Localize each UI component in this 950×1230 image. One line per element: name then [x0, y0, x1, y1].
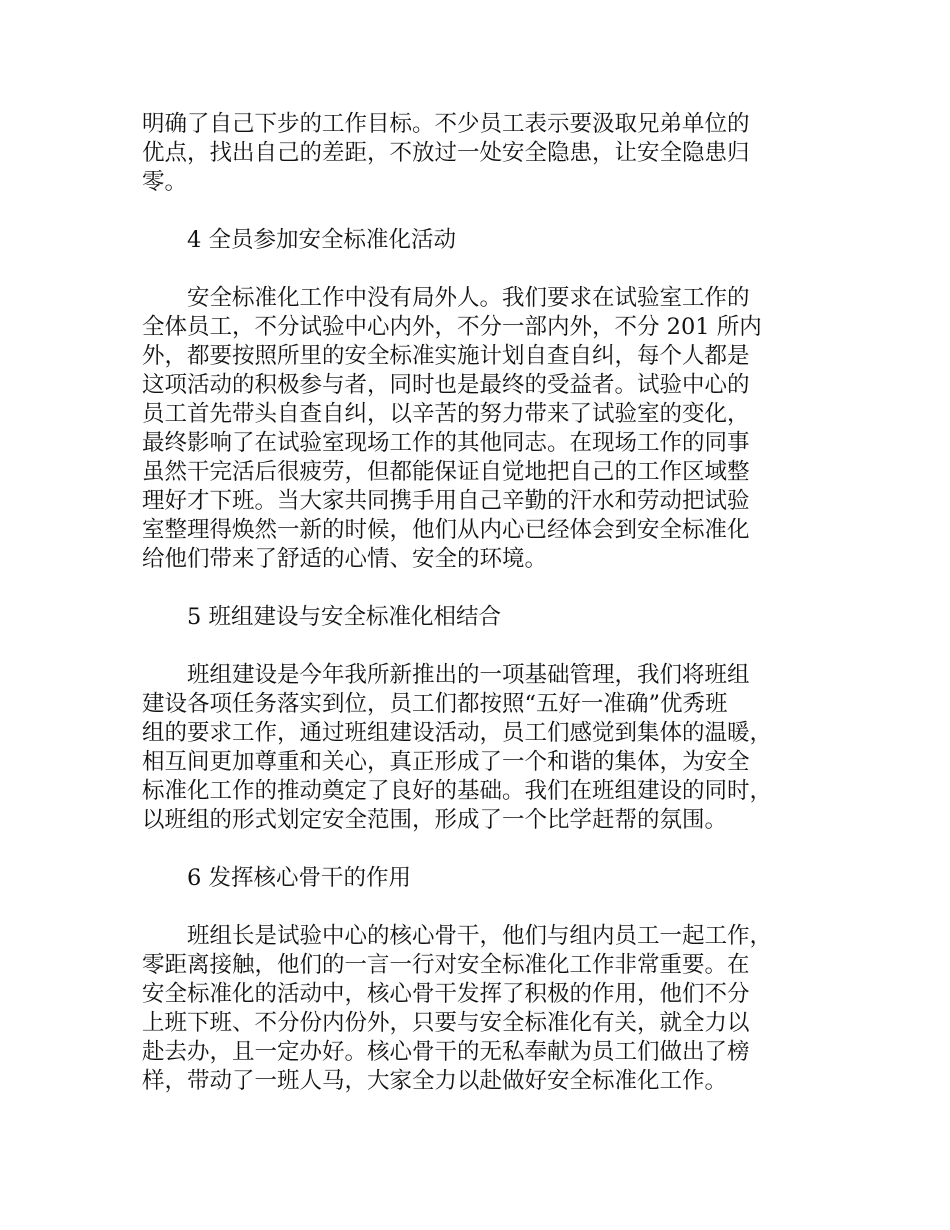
section-heading-6: 6 发挥核心骨干的作用: [187, 865, 411, 891]
document-page: [142, 110, 828, 1096]
section-body-5: 班组建设是今年我所新推出的一项基础管理，我们将班组 建设各项任务落实到位，员工们都按照“五好一准确”优秀班 组的要求工作，通过班组建设活动，员工们感觉到集体的温暖， 相互间更加尊重和关心，真正形成了一个和谐的集体，为安全 标准化工作的推动奠定了良好的基础。我们在班组建设的同时， 以班组的形式划定安全范围，形成了一个比学赶帮的氛围。: [142, 662, 773, 833]
section-heading-4: 4 全员参加安全标准化活动: [187, 227, 456, 253]
section-body-6: 班组长是试验中心的核心骨干，他们与组内员工一起工作， 零距离接触，他们的一言一行对安全标准化工作非常重要。在 安全标准化的活动中，核心骨干发挥了积极的作用，他们不分 上班下班、不分份内份外，只要与安全标准化有关，就全力以 赴去办，且一定办好。核心骨干的无私奉献为员工们做出了榜 样，带动了一班人马，大家全力以赴做好安全标准化工作。: [142, 923, 773, 1094]
section-heading-5: 5 班组建设与安全标准化相结合: [187, 604, 501, 630]
intro-paragraph: 明确了自己下步的工作目标。不少员工表示要汲取兄弟单位的 优点，找出自己的差距，不放过一处安全隐患，让安全隐患归 零。: [142, 111, 750, 195]
section-body-4: 安全标准化工作中没有局外人。我们要求在试验室工作的 全体员工，不分试验中心内外，不分一部内外，不分 201 所内 外，都要按照所里的安全标准实施计划自查自纠，每个人都是 这项活动的积极参与者，同时也是最终的受益者。试验中心的 员工首先带头自查自纠，以辛苦的努力带来了试验室的变化， 最终影响了在试验室现场工作的其他同志。在现场工作的同事 虽然干完活后很疲劳，但都能保证自觉地把自己的工作区域整 理好才下班。当大家共同携手用自己辛勤的汗水和劳动把试验 室整理得焕然一新的时候，他们从内心已经体会到安全标准化 给他们带来了舒适的心情、安全的环境。: [142, 285, 762, 572]
